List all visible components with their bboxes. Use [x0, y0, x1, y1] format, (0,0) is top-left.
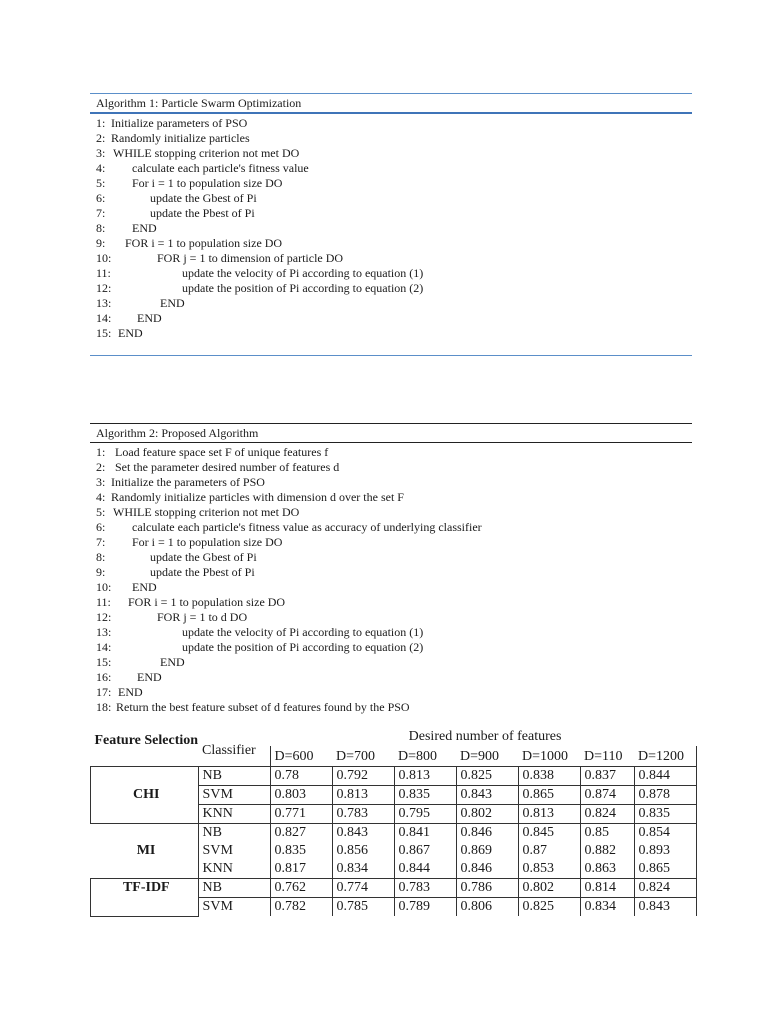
value-cell: 0.893 [634, 842, 696, 860]
algo-line: 4: Randomly initialize particles with dimension d over the set F [96, 490, 404, 504]
algo-line: 10: END [96, 580, 157, 594]
table-header-row [91, 726, 697, 746]
value-cell: 0.846 [456, 860, 518, 879]
algo-line: 7: For i = 1 to population size DO [96, 535, 283, 549]
algo-line: 15: END [96, 655, 185, 669]
algo-line: 13: END [96, 296, 185, 310]
column-header: D=1000 [522, 749, 569, 764]
classifier-cell: SVM [198, 898, 270, 917]
value-cell: 0.782 [270, 898, 332, 917]
value-cell: 0.817 [270, 860, 332, 879]
algo-line: 2: Set the parameter desired number of features d [96, 460, 340, 474]
value-cell: 0.771 [270, 805, 332, 824]
value-cell: 0.844 [634, 767, 696, 786]
value-cell: 0.783 [332, 805, 394, 824]
algo-line: 15: END [96, 326, 143, 340]
algo-line: 10: FOR j = 1 to dimension of particle DO [96, 251, 344, 265]
value-cell: 0.795 [394, 805, 456, 824]
value-cell: 0.802 [456, 805, 518, 824]
value-cell: 0.825 [518, 898, 580, 917]
value-cell: 0.854 [634, 824, 696, 843]
value-cell: 0.85 [580, 824, 634, 843]
algorithm-2-title: Algorithm 2: Proposed Algorithm [96, 426, 259, 440]
table-row [91, 879, 697, 898]
algo-line: 9: update the Pbest of Pi [96, 565, 255, 579]
value-cell: 0.869 [456, 842, 518, 860]
value-cell: 0.834 [580, 898, 634, 917]
algorithm-1-title: Algorithm 1: Particle Swarm Optimization [96, 96, 302, 110]
results-table [90, 726, 697, 917]
value-cell: 0.863 [580, 860, 634, 879]
algo-line: 5: WHILE stopping criterion not met DO [96, 505, 300, 519]
algo-line: 11: FOR i = 1 to population size DO [96, 595, 286, 609]
value-cell: 0.827 [270, 824, 332, 843]
classifier-header: Classifier [202, 743, 256, 758]
column-header: D=900 [460, 749, 500, 764]
value-cell: 0.838 [518, 767, 580, 786]
value-cell: 0.835 [394, 786, 456, 805]
value-cell: 0.78 [270, 767, 332, 786]
value-cell: 0.843 [332, 824, 394, 843]
value-cell: 0.846 [456, 824, 518, 843]
column-header: D=110 [584, 749, 623, 764]
algo-line: 5: For i = 1 to population size DO [96, 176, 283, 190]
classifier-cell: SVM [198, 786, 270, 805]
value-cell: 0.87 [518, 842, 580, 860]
feature-selection-header: Feature Selection [94, 733, 199, 748]
desired-features-header: Desired number of features [408, 729, 562, 744]
algo-line: 2: Randomly initialize particles [96, 131, 250, 145]
algo-line: 16: END [96, 670, 162, 684]
value-cell: 0.845 [518, 824, 580, 843]
value-cell: 0.856 [332, 842, 394, 860]
algo-line: 8: update the Gbest of Pi [96, 550, 257, 564]
algo-line: 12: FOR j = 1 to d DO [96, 610, 248, 624]
value-cell: 0.825 [456, 767, 518, 786]
value-cell: 0.865 [634, 860, 696, 879]
algo-line: 8: END [96, 221, 157, 235]
value-cell: 0.841 [394, 824, 456, 843]
algorithm-1-box [90, 93, 692, 341]
algorithm-1-bottom-rule [90, 355, 692, 356]
algo-line: 6: update the Gbest of Pi [96, 191, 257, 205]
value-cell: 0.824 [580, 805, 634, 824]
value-cell: 0.774 [332, 879, 394, 898]
algo-line: 14: END [96, 311, 162, 325]
algorithm-1-lines [90, 114, 692, 341]
value-cell: 0.786 [456, 879, 518, 898]
value-cell: 0.824 [634, 879, 696, 898]
algo-line: 6: calculate each particle's fitness value as accuracy of underlying classifier [96, 520, 482, 534]
value-cell: 0.878 [634, 786, 696, 805]
classifier-cell: NB [198, 879, 270, 898]
group-label: CHI [91, 767, 199, 824]
value-cell: 0.813 [394, 767, 456, 786]
algo-line: 17: END [96, 685, 143, 699]
algo-line: 7: update the Pbest of Pi [96, 206, 255, 220]
column-header: D=1200 [634, 746, 696, 767]
value-cell: 0.783 [394, 879, 456, 898]
value-cell: 0.792 [332, 767, 394, 786]
value-cell: 0.874 [580, 786, 634, 805]
value-cell: 0.762 [270, 879, 332, 898]
group-label: TF-IDF [91, 879, 199, 917]
value-cell: 0.835 [270, 842, 332, 860]
algo-line: 13: update the velocity of Pi according to equation (1) [96, 625, 424, 639]
classifier-cell: NB [198, 767, 270, 786]
value-cell: 0.843 [634, 898, 696, 917]
algo-line: 3: WHILE stopping criterion not met DO [96, 146, 300, 160]
algo-line: 1: Initialize parameters of PSO [96, 116, 248, 130]
algo-line: 14: update the position of Pi according to equation (2) [96, 640, 424, 654]
value-cell: 0.837 [580, 767, 634, 786]
value-cell: 0.835 [634, 805, 696, 824]
value-cell: 0.802 [518, 879, 580, 898]
value-cell: 0.785 [332, 898, 394, 917]
value-cell: 0.867 [394, 842, 456, 860]
column-header: D=700 [336, 749, 376, 764]
value-cell: 0.813 [518, 805, 580, 824]
algo-line: 1: Load feature space set F of unique features f [96, 445, 329, 459]
algo-line: 18: Return the best feature subset of d features found by the PSO [96, 700, 410, 714]
value-cell: 0.814 [580, 879, 634, 898]
value-cell: 0.806 [456, 898, 518, 917]
classifier-cell: KNN [198, 805, 270, 824]
algo-line: 9: FOR i = 1 to population size DO [96, 236, 283, 250]
value-cell: 0.789 [394, 898, 456, 917]
value-cell: 0.844 [394, 860, 456, 879]
table-row [91, 824, 697, 843]
column-header: D=800 [398, 749, 438, 764]
group-label: MI [136, 843, 156, 858]
value-cell: 0.882 [580, 842, 634, 860]
algo-line: 3: Initialize the parameters of PSO [96, 475, 265, 489]
algo-line: 4: calculate each particle's fitness value [96, 161, 309, 175]
value-cell: 0.834 [332, 860, 394, 879]
value-cell: 0.865 [518, 786, 580, 805]
algo-line: 11: update the velocity of Pi according to equation (1) [96, 266, 424, 280]
algorithm-2-box [90, 423, 692, 715]
column-header: D=600 [270, 746, 332, 767]
classifier-cell: SVM [198, 842, 270, 860]
classifier-cell: NB [198, 824, 270, 843]
algorithm-2-lines [90, 443, 692, 715]
algo-line: 12: update the position of Pi according to equation (2) [96, 281, 424, 295]
value-cell: 0.853 [518, 860, 580, 879]
value-cell: 0.803 [270, 786, 332, 805]
table-row [91, 767, 697, 786]
value-cell: 0.843 [456, 786, 518, 805]
value-cell: 0.813 [332, 786, 394, 805]
classifier-cell: KNN [198, 860, 270, 879]
